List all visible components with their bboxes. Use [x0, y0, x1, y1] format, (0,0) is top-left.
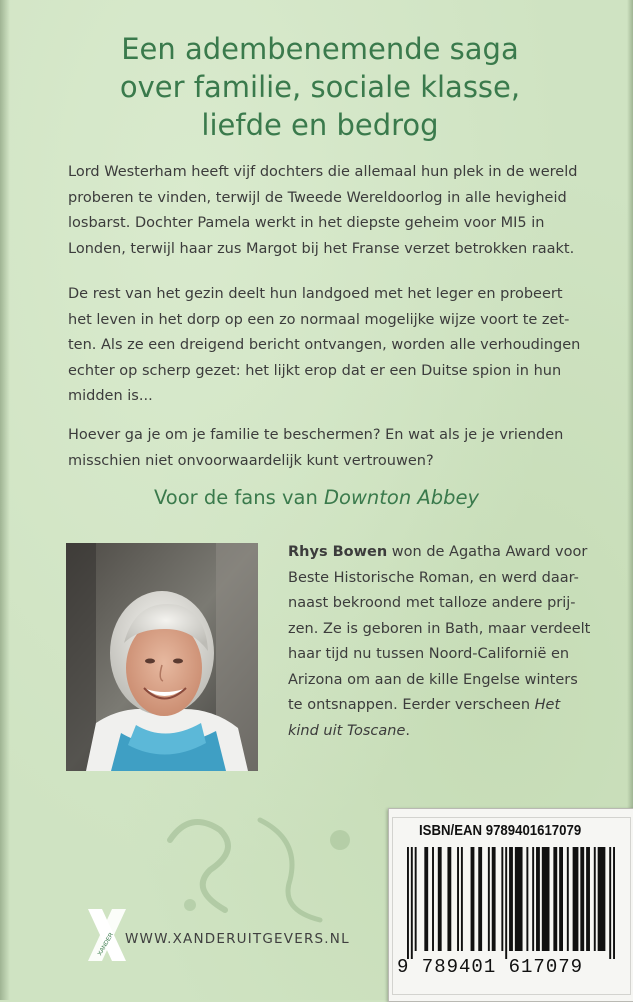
- barcode-bar: [553, 847, 557, 951]
- blurb-paragraph-2: [68, 282, 588, 410]
- barcode-bar: [492, 847, 496, 951]
- barcode-bar: [609, 847, 611, 959]
- barcode-bar: [411, 847, 413, 959]
- previous-book-title: kind uit Toscane: [288, 722, 406, 739]
- barcode-bar: [432, 847, 434, 951]
- bio-text: won de Agatha Award voor: [387, 544, 588, 560]
- blurb-line: De rest van het gezin deelt hun landgoed met het leger en probeert: [68, 286, 563, 302]
- blurb-line: ten. Als ze een dreigend bericht ontvangen, worden alle verhoudingen: [68, 337, 581, 353]
- isbn-label: ISBN/EAN 9789401617079: [419, 822, 582, 839]
- tagline-line-2: over familie, sociale klasse,: [119, 70, 521, 104]
- tagline-line-3: liefde en bedrog: [201, 108, 439, 142]
- publisher-website[interactable]: WWW.XANDERUITGEVERS.NL: [125, 931, 350, 947]
- barcode-bar: [478, 847, 482, 951]
- bio-line: zen. Ze is geboren in Bath, maar verdeelt: [288, 620, 591, 637]
- fans-title: Downton Abbey: [324, 486, 480, 509]
- bio-line: Arizona om aan de kille Engelse winters: [288, 671, 578, 688]
- logo-text: XANDER: [97, 932, 115, 957]
- blurb-paragraph-3: [68, 423, 588, 474]
- blurb-paragraph-1: [68, 160, 588, 262]
- barcode-bar: [532, 847, 534, 951]
- blurb-line: Lord Westerham heeft vijf dochters die allemaal hun plek in de wereld: [68, 164, 578, 180]
- barcode-bar: [461, 847, 463, 951]
- bio-text: .: [405, 722, 411, 739]
- blurb-line: proberen te vinden, terwijl de Tweede Wereldoorlog in alle hevigheid: [68, 189, 567, 206]
- barcode-bar: [598, 847, 606, 951]
- blurb-line: Hoever ga je om je familie te beschermen? En wat als je je vrienden: [68, 427, 564, 443]
- barcode-bar: [573, 847, 579, 951]
- tagline-line-1: Een adembenemende saga: [121, 32, 519, 66]
- barcode-bar: [501, 847, 503, 951]
- barcode-bar: [488, 847, 490, 951]
- barcode-bar: [586, 847, 590, 951]
- barcode-bar: [559, 847, 563, 951]
- barcode-bar: [580, 847, 584, 951]
- barcode-bar: [447, 847, 451, 951]
- bio-text: te ontsnappen. Eerder verscheen: [288, 697, 535, 713]
- blurb-line: Londen, terwijl haar zus Margot bij het Franse verzet betrokken raakt.: [68, 240, 575, 257]
- barcode-bar: [542, 847, 550, 951]
- previous-book-title: Het: [534, 697, 561, 713]
- bio-line: naast bekroond met talloze andere prij-: [288, 595, 576, 611]
- blurb-line: losbarst. Dochter Pamela werkt in het diepste geheim voor MI5 in: [68, 215, 545, 231]
- barcode-bar: [424, 847, 428, 951]
- faded-ink-decoration: [150, 800, 380, 930]
- barcode-bar: [505, 847, 507, 959]
- fans-prefix: Voor de fans van: [153, 486, 325, 509]
- blurb-line: misschien niet onvoorwaardelijk kunt vertrouwen?: [68, 452, 434, 469]
- author-name: Rhys Bowen: [288, 544, 388, 560]
- bio-line: haar tijd nu tussen Noord-Californië en: [288, 646, 570, 662]
- tagline-headline: [40, 30, 600, 144]
- barcode-bar: [613, 847, 615, 959]
- fans-of-line: [0, 486, 633, 509]
- barcode-digits: 9 789401 617079: [397, 956, 584, 978]
- barcode-bar: [509, 847, 513, 951]
- barcode-bar: [438, 847, 442, 951]
- barcode-bar: [526, 847, 528, 951]
- blurb-line: midden is...: [68, 388, 153, 404]
- author-bio: [288, 540, 591, 744]
- author-portrait-illustration: [66, 543, 258, 771]
- bio-line: Beste Historische Roman, en werd daar-: [288, 569, 579, 586]
- barcode-sticker: [388, 808, 633, 1002]
- barcode-bar: [457, 847, 459, 951]
- author-photo: [66, 543, 258, 771]
- blurb-line: echter op scherp gezet: het lijkt erop dat er een Duitse spion in hun: [68, 362, 562, 379]
- barcode-bar: [567, 847, 569, 951]
- blurb-line: het leven in het dorp op een zo normaal mogelijke wijze voort te zet-: [68, 311, 570, 328]
- barcode-bar: [415, 847, 417, 951]
- barcode-bar: [594, 847, 596, 951]
- barcode-bars: [403, 847, 621, 967]
- barcode-bar: [536, 847, 540, 951]
- barcode-bar: [471, 847, 475, 951]
- barcode-bar: [407, 847, 409, 959]
- barcode-bar: [515, 847, 523, 951]
